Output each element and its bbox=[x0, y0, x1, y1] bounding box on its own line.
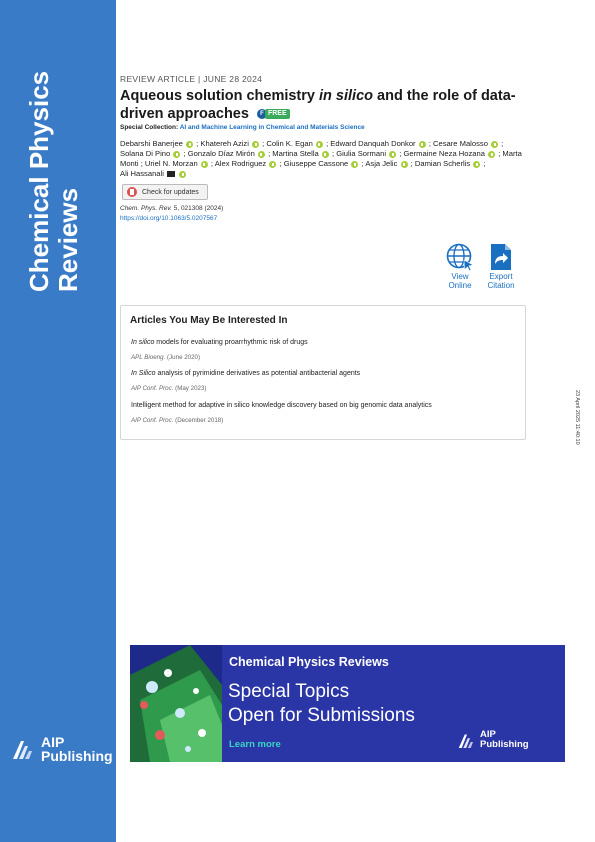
banner-title: Chemical Physics Reviews bbox=[229, 655, 389, 669]
related-article-source bbox=[131, 385, 206, 392]
collection-label: Special Collection: bbox=[120, 124, 179, 131]
export-citation-line2: Citation bbox=[487, 281, 515, 290]
author-name[interactable]: Gonzalo Díaz Mirón bbox=[187, 149, 255, 158]
orcid-icon[interactable] bbox=[258, 151, 265, 158]
related-title-rest: analysis of pyrimidine derivatives as potential antibacterial agents bbox=[155, 370, 361, 377]
free-badge bbox=[257, 109, 290, 120]
title-part1: Aqueous solution chemistry bbox=[120, 88, 319, 104]
journal-sidebar bbox=[0, 0, 116, 842]
orcid-icon[interactable] bbox=[473, 161, 480, 168]
author-name[interactable]: Giuseppe Cassone bbox=[283, 159, 349, 168]
journal-abbrev: Chem. Phys. Rev. bbox=[120, 205, 172, 212]
orcid-icon[interactable] bbox=[173, 151, 180, 158]
orcid-icon[interactable] bbox=[322, 151, 329, 158]
orcid-icon[interactable] bbox=[269, 161, 276, 168]
banner-aip-logo bbox=[458, 730, 529, 750]
export-citation-button[interactable] bbox=[481, 243, 521, 290]
aip-logo-line1: AIP bbox=[41, 734, 65, 750]
view-online-line1: View bbox=[451, 272, 469, 281]
orcid-icon[interactable] bbox=[351, 161, 358, 168]
learn-more-link[interactable]: Learn more bbox=[229, 739, 281, 750]
related-title-rest: models for evaluating proarrhythmic risk of drugs bbox=[154, 339, 308, 346]
aip-logo-icon bbox=[458, 732, 476, 749]
banner-logo-line2: Publishing bbox=[480, 739, 529, 750]
related-articles-box bbox=[120, 305, 526, 440]
author-list: Debarshi Banerjee ; Khatereh Azizi ; Colin K. Egan ; Edward Danquah Donkor ; Cesare Malosso ; Solana Di Pino ; Gonzalo Díaz Mirón ; Martina Stella ; Giulia Sormani ; Germaine Neza Hozana ; Marta Monti ; Uriel N. Morzan ; Alex Rodriguez ; Giuseppe Cassone ; Asja Jelic ; Damian Scherlis ; Ali Hassanali bbox=[120, 139, 522, 178]
article-title[interactable] bbox=[120, 87, 520, 123]
journal-banner-ad[interactable] bbox=[130, 645, 565, 762]
related-title-italic: In Silico bbox=[131, 370, 156, 377]
check-updates-label: Check for updates bbox=[142, 188, 199, 196]
orcid-icon[interactable] bbox=[201, 161, 208, 168]
export-citation-icon bbox=[489, 243, 513, 271]
author-name[interactable]: Asja Jelic bbox=[365, 159, 398, 168]
article-date: JUNE 28 2024 bbox=[203, 74, 263, 84]
export-citation-line1: Export bbox=[489, 272, 513, 281]
journal-name-vertical bbox=[25, 52, 85, 292]
related-article-title[interactable] bbox=[131, 370, 360, 377]
related-article-source bbox=[131, 354, 200, 361]
related-title-rest: Intelligent method for adaptive in silico knowledge discovery based on big genomic data analytics bbox=[131, 402, 432, 409]
author-name[interactable]: Alex Rodriguez bbox=[214, 159, 267, 168]
author-name[interactable]: Solana Di Pino bbox=[120, 149, 171, 158]
free-label: FREE bbox=[265, 109, 290, 119]
author-name[interactable]: Giulia Sormani bbox=[336, 149, 387, 158]
author-name[interactable]: Khatereh Azizi bbox=[200, 139, 249, 148]
article-meta bbox=[120, 74, 262, 84]
author-name[interactable]: Edward Danquah Donkor bbox=[330, 139, 416, 148]
related-date: (December 2018) bbox=[175, 417, 224, 424]
related-journal: AIP Conf. Proc. bbox=[131, 385, 174, 392]
free-access-icon: F bbox=[257, 109, 267, 119]
author-name[interactable]: Colin K. Egan bbox=[266, 139, 313, 148]
author-name[interactable]: Germaine Neza Hozana bbox=[403, 149, 485, 158]
download-timestamp: 23 April 2025 11:40:10 bbox=[574, 390, 580, 445]
orcid-icon[interactable] bbox=[252, 141, 259, 148]
author-name[interactable]: Marta Monti bbox=[120, 149, 522, 168]
aip-logo-icon bbox=[12, 738, 36, 760]
author-name[interactable]: Martina Stella bbox=[272, 149, 319, 158]
banner-subtitle-line1: Special Topics bbox=[228, 681, 350, 702]
aip-publishing-logo[interactable] bbox=[12, 735, 113, 763]
author-name[interactable]: Ali Hassanali bbox=[120, 169, 164, 178]
email-icon[interactable] bbox=[167, 171, 175, 177]
citation bbox=[120, 205, 223, 212]
banner-subtitle-line2: Open for Submissions bbox=[228, 705, 415, 726]
orcid-icon[interactable] bbox=[488, 151, 495, 158]
orcid-icon[interactable] bbox=[491, 141, 498, 148]
related-date: (June 2020) bbox=[167, 354, 201, 361]
related-journal: APL Bioeng. bbox=[131, 354, 166, 361]
orcid-icon[interactable] bbox=[186, 141, 193, 148]
journal-name-line1: Chemical Physics bbox=[24, 70, 54, 292]
banner-artwork bbox=[130, 645, 222, 762]
related-journal: AIP Conf. Proc. bbox=[131, 417, 174, 424]
article-type: REVIEW ARTICLE bbox=[120, 74, 196, 84]
title-italic: in silico bbox=[319, 88, 373, 104]
related-article-title[interactable] bbox=[131, 339, 308, 346]
special-collection bbox=[120, 124, 365, 131]
citation-details: 5, 021308 (2024) bbox=[173, 205, 224, 212]
author-name[interactable]: Uriel N. Morzan bbox=[144, 159, 198, 168]
aip-logo-line2: Publishing bbox=[41, 748, 113, 764]
view-online-line2: Online bbox=[448, 281, 472, 290]
check-for-updates-button[interactable] bbox=[122, 184, 208, 200]
related-title-italic: In silico bbox=[131, 339, 155, 346]
globe-icon bbox=[446, 243, 474, 271]
author-name[interactable]: Damian Scherlis bbox=[414, 159, 471, 168]
banner-logo-line1: AIP bbox=[480, 729, 496, 740]
view-online-button[interactable] bbox=[440, 243, 480, 290]
author-name[interactable]: Debarshi Banerjee bbox=[120, 139, 183, 148]
crossmark-icon bbox=[127, 187, 137, 197]
doi-link[interactable]: https://doi.org/10.1063/5.0207567 bbox=[120, 215, 218, 222]
journal-name-line2: Reviews bbox=[53, 187, 83, 292]
author-name[interactable]: Cesare Malosso bbox=[433, 139, 488, 148]
related-article-title[interactable] bbox=[131, 402, 432, 409]
orcid-icon[interactable] bbox=[316, 141, 323, 148]
orcid-icon[interactable] bbox=[179, 171, 186, 178]
orcid-icon[interactable] bbox=[401, 161, 408, 168]
title-part2: and the role of data-driven approaches bbox=[120, 88, 516, 122]
related-date: (May 2023) bbox=[175, 385, 207, 392]
meta-separator: | bbox=[198, 74, 201, 84]
related-article-source bbox=[131, 417, 223, 424]
orcid-icon[interactable] bbox=[389, 151, 396, 158]
related-articles-heading: Articles You May Be Interested In bbox=[130, 315, 288, 326]
orcid-icon[interactable] bbox=[419, 141, 426, 148]
collection-link[interactable]: AI and Machine Learning in Chemical and Materials Science bbox=[179, 124, 365, 131]
